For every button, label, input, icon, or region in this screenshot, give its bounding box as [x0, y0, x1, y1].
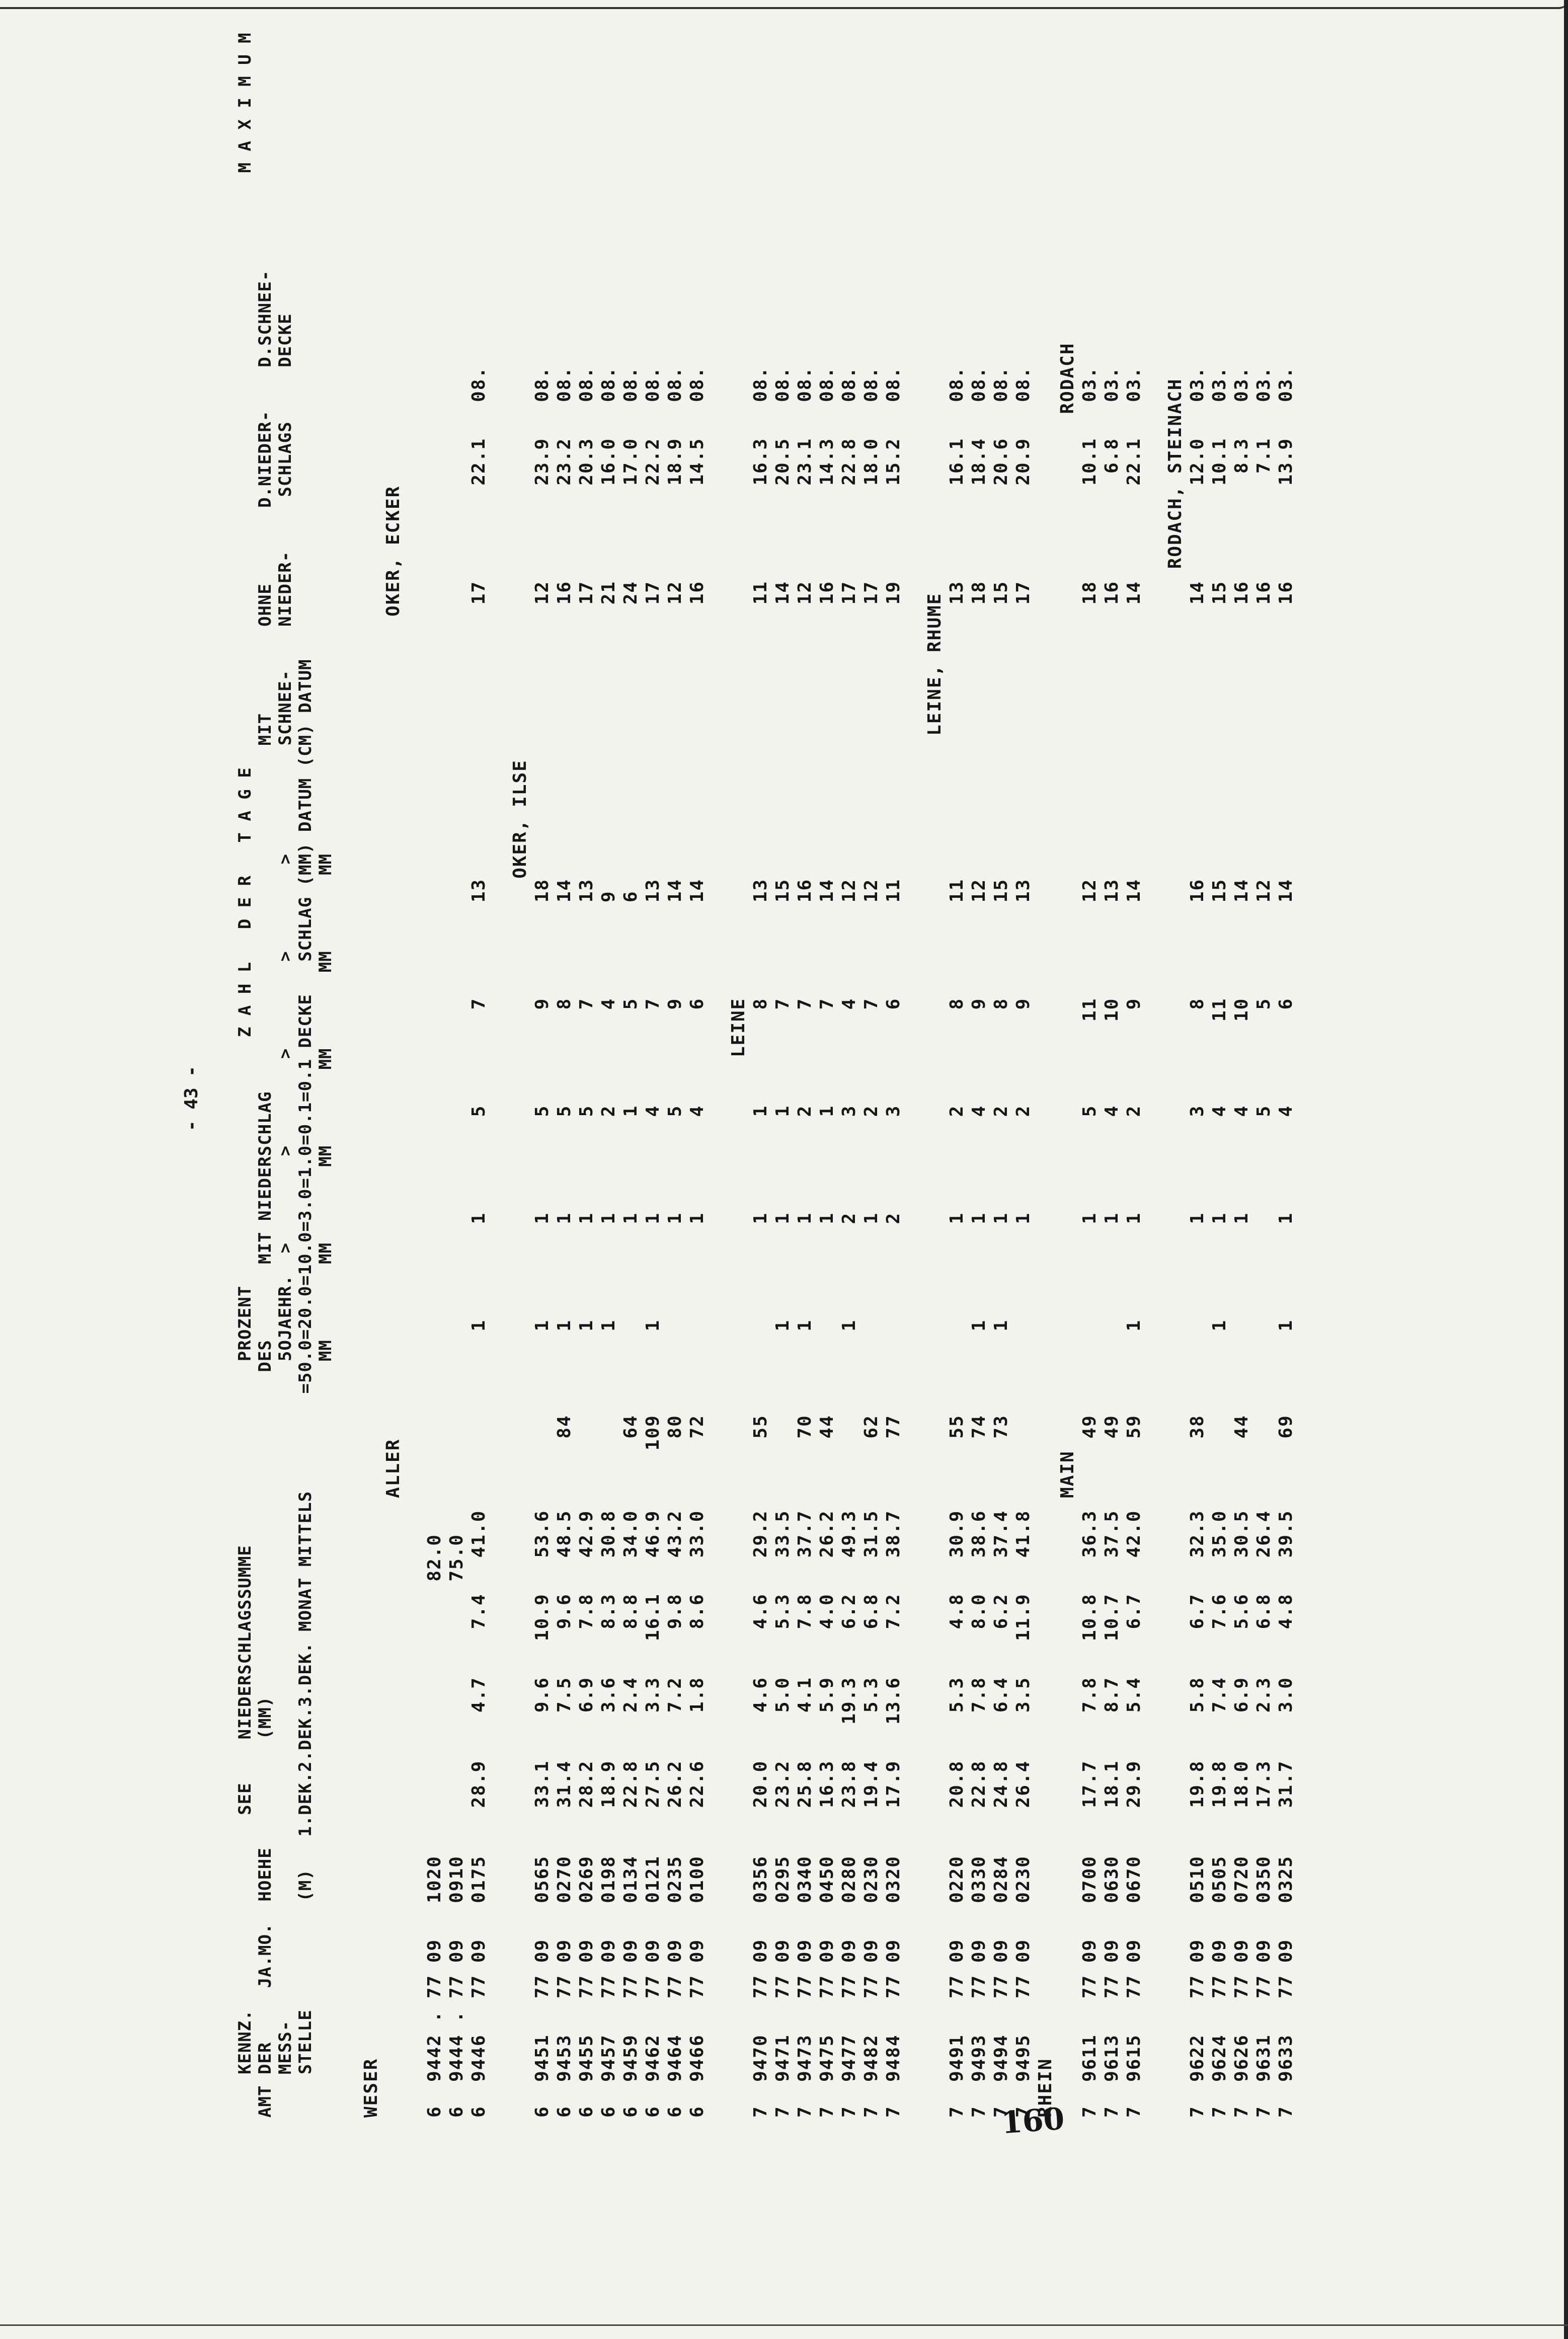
table-row: 7 9624 77 09 0505 19.8 7.4 7.6 35.0 1 1 4 11 15 15 10.1 03. — [1209, 366, 1230, 2118]
header-line: KENNZ. SEE NIEDERSCHLAGSSUMME PROZENT Z A H L D E R T A G E M A X I M U M — [235, 32, 255, 2118]
table-row: 7 9471 77 09 0295 23.2 5.0 5.3 33.5 1 1 1 7 15 14 20.5 08. — [772, 366, 793, 2118]
table-row: 6 9444 . 77 09 0910 75.0 — [446, 1533, 467, 2118]
header-line: MM MM MM MM MM MM — [316, 853, 336, 2118]
table-row: 7 9475 77 09 0450 16.3 5.9 4.0 26.2 44 1 1 7 14 16 14.3 08. — [817, 366, 837, 2118]
header-line: AMT DER JA.MO. HOEHE (MM) DES MIT NIEDERSCHLAG MIT OHNE D.NIEDER- D.SCHNEE- — [255, 270, 275, 2118]
table-row: 7 9611 77 09 0700 17.7 7.8 10.8 36.3 49 1 5 11 12 18 10.1 03. — [1079, 366, 1100, 2118]
table-row: 6 9442 . 77 09 1020 82.0 — [424, 1533, 445, 2118]
page-marker: - 43 - — [181, 1065, 202, 1131]
table-row: RODACH, STEINACH — [1165, 378, 1186, 2118]
table-row: LEINE, RHUME — [924, 592, 945, 2118]
table-row: 7 9633 77 09 0325 31.7 3.0 4.8 39.5 69 1 1 4 6 14 16 13.9 03. — [1276, 366, 1296, 2118]
header-line: STELLE (M) 1.DEK.2.DEK.3.DEK. MONAT MITTELS =50.0=20.0=10.0=3.0=1.0=0.1=0.1 DECKE SCHLAG (MM) DATUM (CM) DATUM — [295, 659, 316, 2118]
table-row: 7 9477 77 09 0280 23.8 19.3 6.2 49.3 1 2 3 4 12 17 22.8 08. — [839, 366, 859, 2118]
table-row: LEINE — [728, 997, 749, 2118]
table-row: 6 9466 77 09 0100 22.6 1.8 8.6 33.0 72 1 4 6 14 16 14.5 08. — [687, 366, 708, 2118]
table-row: 7 9470 77 09 0356 20.0 4.6 4.6 29.2 55 1 1 8 13 11 16.3 08. — [750, 366, 771, 2118]
table-row: 7 9615 77 09 0670 29.9 5.4 6.7 42.0 59 1 1 2 9 14 14 22.1 03. — [1124, 366, 1144, 2118]
page-number: 160 — [1000, 2101, 1066, 2141]
table-row: 7 9631 77 09 0350 17.3 2.3 6.8 26.4 5 5 12 16 7.1 03. — [1253, 366, 1274, 2118]
table-row: 6 9453 77 09 0270 31.4 7.5 9.6 48.5 84 1 1 5 8 14 16 23.2 08. — [554, 366, 575, 2118]
table-row: 6 9462 77 09 0121 27.5 3.3 16.1 46.9 109 1 1 4 7 13 17 22.2 08. — [643, 366, 663, 2118]
table-row: 7 9622 77 09 0510 19.8 5.8 6.7 32.3 38 1 3 8 16 14 12.0 03. — [1187, 366, 1208, 2118]
table-row: OKER, ILSE — [510, 759, 530, 2118]
table-row: 6 9457 77 09 0198 18.9 3.6 8.3 30.8 1 1 2 4 9 21 16.0 08. — [598, 366, 619, 2118]
table-row: 7 9495 77 09 0230 26.4 3.5 11.9 41.8 1 2 9 13 17 20.9 08. — [1013, 366, 1034, 2118]
table-row: 6 9459 77 09 0134 22.8 2.4 8.8 34.0 64 1 1 5 6 24 17.0 08. — [620, 366, 641, 2118]
table-row: 7 9473 77 09 0340 25.8 4.1 7.8 37.7 70 1 1 2 7 16 12 23.1 08. — [795, 366, 815, 2118]
table-row: 7 9491 77 09 0220 20.8 5.3 4.8 30.9 55 1 2 8 11 13 16.1 08. — [947, 366, 967, 2118]
table-row: 7 9493 77 09 0330 22.8 7.8 8.0 38.6 74 1 1 4 9 12 18 18.4 08. — [969, 366, 989, 2118]
table-row: 7 9484 77 09 0320 17.9 13.6 7.2 38.7 77 2 3 6 11 19 15.2 08. — [883, 366, 904, 2118]
table-row: 7 9613 77 09 0630 18.1 8.7 10.7 37.5 49 1 4 10 13 16 6.8 03. — [1102, 366, 1122, 2118]
table-row: 7 9626 77 09 0720 18.0 6.9 5.6 30.5 44 1 4 10 14 16 8.3 03. — [1231, 366, 1252, 2118]
table-row: 7 9494 77 09 0284 24.8 6.4 6.2 37.4 73 1 1 2 8 15 15 20.6 08. — [991, 366, 1011, 2118]
table-row: 6 9451 77 09 0565 33.1 9.6 10.9 53.6 1 1 5 9 18 12 23.9 08. — [532, 366, 553, 2118]
table-row: 6 9464 77 09 0235 26.2 7.2 9.8 43.2 80 1 5 9 14 12 18.9 08. — [665, 366, 685, 2118]
table-row: ALLER OKER, ECKER — [383, 485, 404, 2118]
section-heading: WESER — [361, 2058, 381, 2118]
table-row: 6 9446 77 09 0175 28.9 4.7 7.4 41.0 1 1 5 7 13 17 22.1 08. — [468, 366, 489, 2118]
table-row: 6 9455 77 09 0269 28.2 6.9 7.8 42.9 1 1 5 7 13 17 20.3 08. — [576, 366, 597, 2118]
header-line: MESS- 5OJAEHR. > > > > > SCHNEE- NIEDER- SCHLAGS DECKE — [275, 313, 295, 2118]
section-heading: RHEIN — [1035, 2058, 1056, 2118]
table-row: 7 9482 77 09 0230 19.4 5.3 6.8 31.5 62 1 2 7 12 17 18.0 08. — [861, 366, 882, 2118]
table-row: MAIN RODACH — [1057, 342, 1078, 2118]
